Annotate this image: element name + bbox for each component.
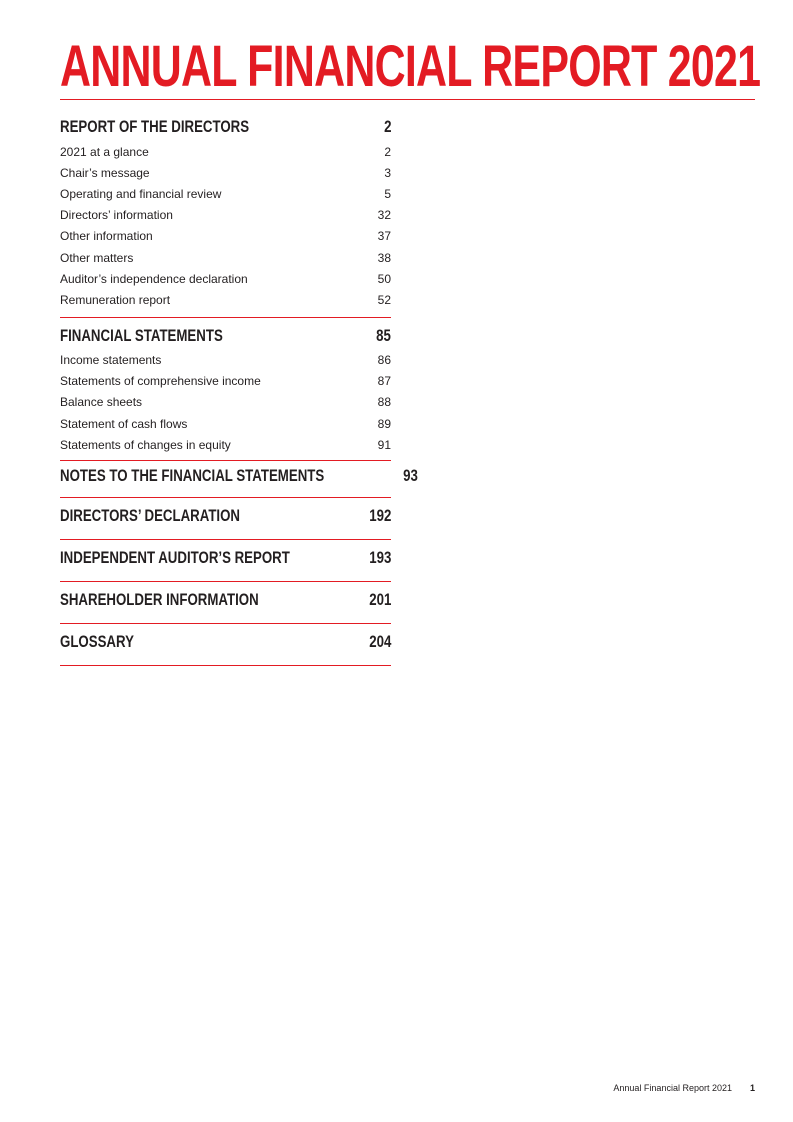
toc-entry-page: 3 — [384, 165, 391, 180]
page-footer — [613, 1083, 755, 1093]
toc-section-heading[interactable] — [60, 466, 418, 490]
toc-entry-label: 2021 at a glance — [60, 144, 149, 159]
section-heading-page: 193 — [368, 548, 391, 568]
toc-entry-page: 32 — [377, 208, 391, 223]
section-heading-label: SHAREHOLDER INFORMATION — [60, 590, 259, 610]
toc-entry[interactable] — [60, 371, 391, 392]
toc-section-heading[interactable] — [60, 632, 391, 656]
toc-section-auditors-report — [60, 540, 391, 581]
section-heading-label: REPORT OF THE DIRECTORS — [60, 117, 250, 136]
toc-entry[interactable] — [60, 205, 391, 226]
toc-entry-page: 88 — [377, 395, 391, 410]
toc-entry-label: Statements of comprehensive income — [60, 374, 261, 389]
toc-entry-page: 38 — [377, 250, 391, 265]
toc-entry-label: Statements of changes in equity — [60, 437, 231, 452]
toc-entry-page: 87 — [377, 374, 391, 389]
table-of-contents — [60, 117, 418, 666]
toc-section-report-of-directors — [60, 117, 391, 317]
toc-entry-page: 89 — [377, 416, 391, 431]
toc-entry-label: Balance sheets — [60, 395, 143, 410]
toc-section-heading[interactable] — [60, 548, 391, 572]
toc-entry-page: 91 — [377, 437, 391, 452]
toc-entry-label: Statement of cash flows — [60, 416, 188, 431]
toc-section-heading[interactable] — [60, 117, 391, 141]
toc-entry[interactable] — [60, 434, 391, 455]
toc-entry-page: 2 — [384, 144, 391, 159]
footer-page-number: 1 — [749, 1083, 755, 1093]
toc-entry[interactable] — [60, 162, 391, 183]
page-title: ANNUAL FINANCIAL REPORT 2021 — [60, 34, 761, 99]
toc-section-directors-declaration — [60, 498, 391, 539]
toc-entry-label: Income statements — [60, 353, 162, 368]
toc-section-heading[interactable] — [60, 506, 391, 530]
section-heading-label: FINANCIAL STATEMENTS — [60, 325, 223, 345]
section-heading-label: INDEPENDENT AUDITOR’S REPORT — [60, 548, 290, 568]
toc-entry-label: Directors’ information — [60, 208, 173, 223]
toc-entry[interactable] — [60, 226, 391, 247]
toc-section-heading[interactable] — [60, 590, 391, 614]
toc-entry-page: 5 — [384, 186, 391, 201]
toc-entry[interactable] — [60, 392, 391, 413]
toc-section-heading[interactable] — [60, 326, 391, 350]
toc-section-notes — [60, 461, 418, 497]
footer-text: Annual Financial Report 2021 — [613, 1083, 732, 1093]
toc-entry-label: Other information — [60, 229, 153, 244]
toc-entry[interactable] — [60, 141, 391, 162]
toc-entry-page: 86 — [377, 353, 391, 368]
toc-entry[interactable] — [60, 183, 391, 204]
toc-section-glossary — [60, 624, 391, 665]
toc-entry-label: Remuneration report — [60, 292, 171, 307]
toc-entry[interactable] — [60, 247, 391, 268]
toc-entry-page: 37 — [377, 229, 391, 244]
toc-entry-page: 52 — [377, 292, 391, 307]
section-heading-label: GLOSSARY — [60, 632, 134, 652]
toc-entry[interactable] — [60, 289, 391, 310]
toc-entry[interactable] — [60, 268, 391, 289]
section-divider — [60, 665, 391, 666]
toc-section-financial-statements — [60, 318, 391, 461]
toc-entry-label: Other matters — [60, 250, 134, 265]
toc-entry[interactable] — [60, 350, 391, 371]
section-heading-label: DIRECTORS’ DECLARATION — [60, 506, 241, 526]
toc-entry-label: Chair’s message — [60, 165, 150, 180]
title-divider — [60, 99, 755, 100]
section-heading-page: 93 — [402, 466, 418, 486]
section-heading-page: 201 — [368, 590, 391, 610]
section-heading-page: 2 — [383, 117, 391, 136]
toc-entry-label: Auditor’s independence declaration — [60, 271, 248, 286]
toc-entry-page: 50 — [377, 271, 391, 286]
section-heading-page: 192 — [368, 506, 391, 526]
toc-entry-label: Operating and financial review — [60, 186, 222, 201]
toc-section-shareholder-information — [60, 582, 391, 623]
toc-entry[interactable] — [60, 413, 391, 434]
section-heading-page: 204 — [368, 632, 391, 652]
section-heading-label: NOTES TO THE FINANCIAL STATEMENTS — [60, 466, 325, 486]
section-heading-page: 85 — [376, 325, 391, 345]
